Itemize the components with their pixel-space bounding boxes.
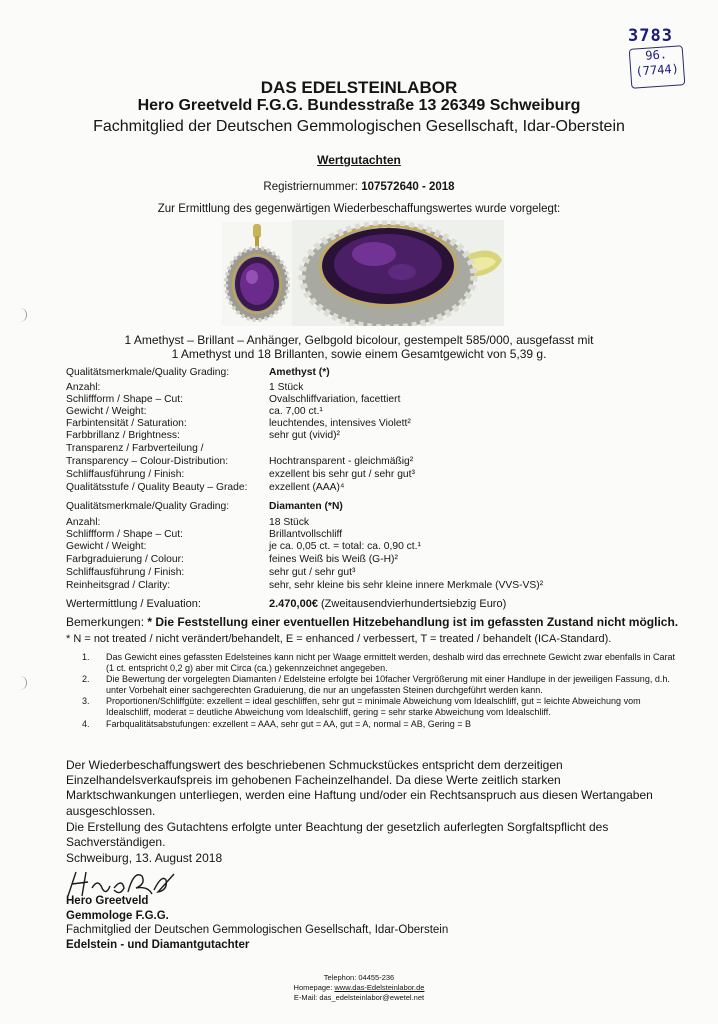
amethyst-row: Farbintensität / Saturation: leuchtendes, intensives Violett²: [66, 418, 411, 429]
footnote: 3. Proportionen/Schliffgüte: exzellent = ideal geschliffen, sehr gut = minimale Abweichung vom Idealschliff, gut = leichte Abweichung vom Idealschliff, moderat = deutliche Abweichung vom Idealschliff, gering = sehr starke Abweichung vom Idealschliff.: [82, 696, 641, 717]
item-description-line2: 1 Amethyst und 18 Brillanten, sowie einem Gesamtgewicht von 5,39 g.: [171, 347, 547, 361]
diamond-row: Schliffausführung / Finish: sehr gut / sehr gut³: [66, 567, 356, 578]
homepage-link[interactable]: www.das-Edelsteinlabor.de: [334, 983, 425, 992]
signer-title: Gemmologe F.G.G.: [66, 909, 169, 922]
remarks: [66, 615, 678, 629]
lab-address: Hero Greetveld F.G.G. Bundesstraße 13 26349 Schweiburg: [137, 97, 581, 114]
punch-hole-mark: [14, 308, 27, 322]
handwritten-number: 3783: [628, 26, 673, 46]
amethyst-row: Transparenz / Farbverteilung /: [66, 443, 204, 454]
footer-phone: Telephon: 04455-236: [323, 973, 395, 982]
diamond-row: Reinheitsgrad / Clarity: sehr, sehr kleine bis sehr kleine innere Merkmale (VVS-VS)²: [66, 580, 544, 591]
amethyst-row: Transparency – Colour-Distribution: Hochtransparent - gleichmäßig²: [66, 456, 414, 467]
footnote: 4. Farbqualitätsabstufungen: exzellent = AAA, sehr gut = AA, gut = A, normal = AB, Gering = B: [82, 718, 471, 729]
pendant-photo-closeup: [292, 220, 504, 326]
disclaimer-paragraph: Der Wiederbeschaffungswert des beschriebenen Schmuckstückes entspricht dem derzeitigen Einzelhandelsverkaufspreis im gehobenen Facheinzelhandel. Da diese Werte zeitlich starken Marktschwankungen unterliegen, werden eine Haftung und/oder ein Rechtsanspruch aus diesen Wertangaben ausgeschlossen.: [66, 758, 653, 818]
footer-email: E-Mail: das_edelsteinlabor@ewetel.net: [293, 993, 425, 1002]
item-description-line1: 1 Amethyst – Brillant – Anhänger, Gelbgold bicolour, gestempelt 585/000, ausgefasst mit: [124, 333, 594, 347]
diamond-row: Gewicht / Weight: je ca. 0,05 ct. = total: ca. 0,90 ct.¹: [66, 541, 421, 552]
document-title: Wertgutachten: [317, 153, 401, 167]
footnote: 1. Das Gewicht eines gefassten Edelsteines kann nicht per Waage ermittelt werden, deshalb wird das errechnete Gewicht zwar ebenfalls in Carat (1 ct. entspricht 0,2 g) aber mit Circa (ca.) gekennzeichnet angegeben.: [82, 652, 675, 673]
registration-label: Registriernummer:: [263, 181, 362, 193]
signer-membership: Fachmitglied der Deutschen Gemmologischen Gesellschaft, Idar-Oberstein: [66, 924, 449, 937]
evaluation-label: Wertermittlung / Evaluation:: [66, 598, 201, 610]
evaluation-row: [66, 598, 506, 610]
diamond-row: Schliffform / Shape – Cut: Brillantvollschliff: [66, 529, 343, 540]
diamond-row: Qualitätsmerkmale/Quality Grading: Diamanten (*N): [66, 501, 343, 512]
evaluation-value: 2.470,00€: [269, 598, 318, 610]
amethyst-row: Anzahl: 1 Stück: [66, 382, 304, 393]
footnote: 2. Die Bewertung der vorgelegten Diamanten / Edelsteine erfolgte bei 10facher Vergrößerung mit einer Handlupe in der jeweiligen Fassung, d.h. unter Vorbehalt einer sachgerechten Graduierung, die nur an ungefassten Steinen durchgeführt werden kann.: [82, 674, 670, 695]
treatment-legend: * N = not treated / nicht verändert/behandelt, E = enhanced / verbessert, T = treated / behandelt (ICA-Standard).: [66, 633, 612, 645]
registration-line: [0, 181, 718, 193]
amethyst-row: Farbbrillanz / Brightness: sehr gut (vivid)²: [66, 430, 340, 441]
signer-name: Hero Greetveld: [66, 895, 149, 907]
diamond-row: Farbgraduierung / Colour: feines Weiß bis Weiß (G-H)²: [66, 554, 398, 565]
footer: [0, 973, 718, 1003]
handwritten-box-note: 96. (7744): [629, 45, 686, 89]
footer-homepage: Homepage: www.das-Edelsteinlabor.de: [293, 983, 425, 992]
pendant-photo-front: [222, 222, 292, 326]
intro-text: Zur Ermittlung des gegenwärtigen Wiederbeschaffungswertes wurde vorgelegt:: [157, 203, 561, 215]
registration-number: 107572640 - 2018: [361, 181, 455, 193]
amethyst-row: Gewicht / Weight: ca. 7,00 ct.¹: [66, 406, 323, 417]
amethyst-row: Schliffform / Shape – Cut: Ovalschliffvariation, facettiert: [66, 394, 401, 405]
evaluation-words: (Zweitausendvierhundertsiebzig Euro): [317, 598, 507, 610]
diamond-row: Anzahl: 18 Stück: [66, 517, 310, 528]
footnotes: [82, 652, 682, 730]
punch-hole-mark: [14, 676, 27, 690]
signature-block: [66, 894, 448, 952]
amethyst-row: Qualitätsmerkmale/Quality Grading: Amethyst (*): [66, 367, 330, 378]
remarks-text: * Die Feststellung einer eventuellen Hitzebehandlung ist im gefassten Zustand nicht möglich.: [147, 615, 679, 629]
lab-membership: Fachmitglied der Deutschen Gemmologischen Gesellschaft, Idar-Oberstein: [93, 118, 625, 135]
remarks-label: Bemerkungen:: [66, 615, 148, 629]
signer-role: Edelstein - und Diamantgutachter: [66, 938, 250, 951]
amethyst-row: Qualitätsstufe / Quality Beauty – Grade: exzellent (AAA)⁴: [66, 482, 345, 493]
place-date: Schweiburg, 13. August 2018: [66, 851, 223, 865]
lab-name: DAS EDELSTEINLABOR: [260, 78, 458, 97]
amethyst-row: Schliffausführung / Finish: exzellent bis sehr gut / sehr gut³: [66, 469, 415, 480]
diligence-paragraph: Die Erstellung des Gutachtens erfolgte unter Beachtung der gesetzlich auferlegten Sorgfaltspflicht des Sachverständigen.: [66, 820, 609, 850]
